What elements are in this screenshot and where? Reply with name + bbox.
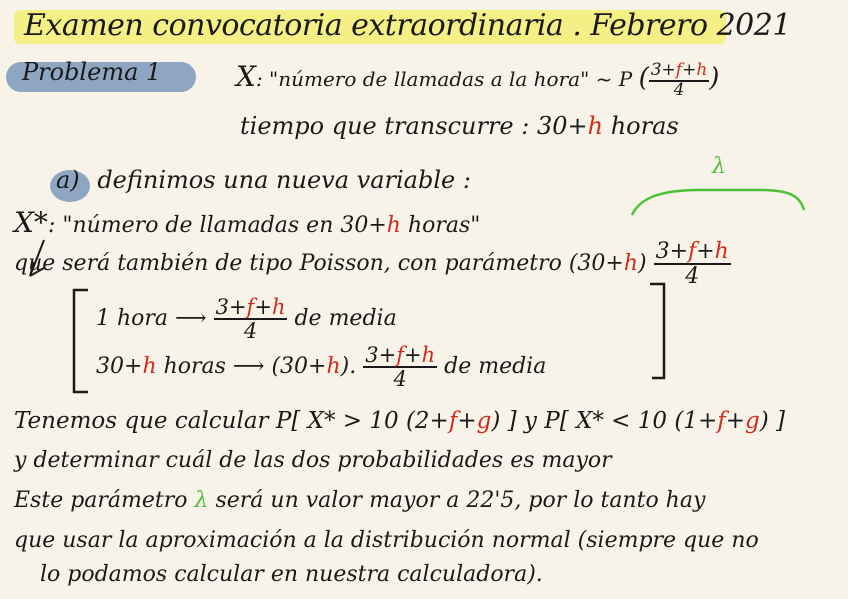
item-a-label: a) bbox=[56, 166, 80, 194]
item-a-text: definimos una nueva variable : bbox=[97, 166, 471, 194]
x-def-text: : "número de llamadas a la hora" ~ P bbox=[255, 67, 633, 91]
line-x-definition: X: "número de llamadas a la hora" ~ P ( $\frac{3+f+h}{4}$ ) bbox=[236, 59, 720, 100]
line-parameter: Este parámetro λ será un valor mayor a 22'5, por lo tanto hay bbox=[14, 488, 706, 513]
line-poisson: que será también de tipo Poisson, con parámetro (30+h) $\frac{3+f+h}{4}$ bbox=[14, 239, 729, 290]
page-title: Examen convocatoria extraordinaria . Febrero 2021 bbox=[24, 8, 791, 43]
line-calculator: lo podamos calcular en nuestra calculadora). bbox=[40, 562, 543, 587]
line-calc: Tenemos que calcular P[ X* > 10 (2+f+g) ] y P[ X* < 10 (1+f+g) ] bbox=[14, 408, 786, 434]
item-a bbox=[56, 166, 471, 194]
bracket-line-2: 30+h horas ⟶ (30+h). $\frac{3+f+h}{4}$ de media bbox=[96, 343, 547, 392]
left-bracket bbox=[74, 290, 88, 392]
problem-label: Problema 1 bbox=[22, 58, 162, 86]
x-param-fraction: $\frac{3+f+h}{4}$ bbox=[650, 59, 708, 100]
lambda-label: λ bbox=[712, 154, 726, 179]
line-xstar: X*: "número de llamadas en 30+h horas" bbox=[14, 206, 481, 239]
right-bracket bbox=[650, 284, 664, 378]
line-approximation: que usar la aproximación a la distribución normal (siempre que no bbox=[14, 528, 759, 553]
bracket2-fraction: $\frac{3+f+h}{4}$ bbox=[365, 343, 436, 392]
var-x: X bbox=[236, 60, 256, 93]
poisson-fraction: $\frac{3+f+h}{4}$ bbox=[655, 239, 729, 290]
line-time: tiempo que transcurre : 30+h horas bbox=[240, 112, 679, 140]
bracket-line-1: 1 hora ⟶ $\frac{3+f+h}{4}$ de media bbox=[96, 295, 397, 344]
bracket1-fraction: $\frac{3+f+h}{4}$ bbox=[215, 295, 286, 344]
line-determine: y determinar cuál de las dos probabilidades es mayor bbox=[14, 448, 612, 473]
lambda-brace bbox=[632, 190, 804, 215]
